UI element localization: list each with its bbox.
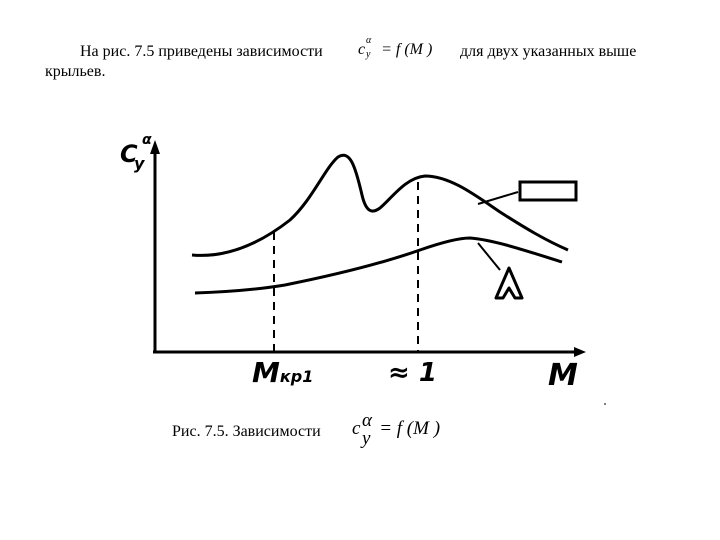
y-axis-label: C α y xyxy=(120,132,152,173)
speck xyxy=(604,403,606,405)
formula-alpha: α xyxy=(366,35,372,46)
paragraph-line-1-tail: для двух указанных выше xyxy=(460,43,637,60)
tick-label-one: ≈ 1 xyxy=(388,358,437,388)
lower-curve xyxy=(195,238,562,293)
delta-wing-icon xyxy=(496,268,522,298)
upper-curve xyxy=(192,155,568,255)
leader-line-rect xyxy=(478,192,518,204)
x-axis-arrow xyxy=(574,347,586,357)
caption-formula: c α y = f (M ) xyxy=(352,410,441,449)
rectangular-wing-icon xyxy=(520,182,576,200)
paragraph-line-2: крыльев. xyxy=(45,63,106,80)
formula-c: c xyxy=(358,41,366,58)
tick-label-mkr: Mкр1 xyxy=(252,356,314,389)
leader-line-delta xyxy=(478,243,500,270)
x-axis-label: M xyxy=(548,358,578,393)
formula-rest: = f (M ) xyxy=(377,41,433,58)
figure-caption: Рис. 7.5. Зависимости xyxy=(172,423,321,440)
formula-y: y xyxy=(366,49,371,60)
paragraph-line-1: На рис. 7.5 приведены зависимости xyxy=(80,43,323,60)
